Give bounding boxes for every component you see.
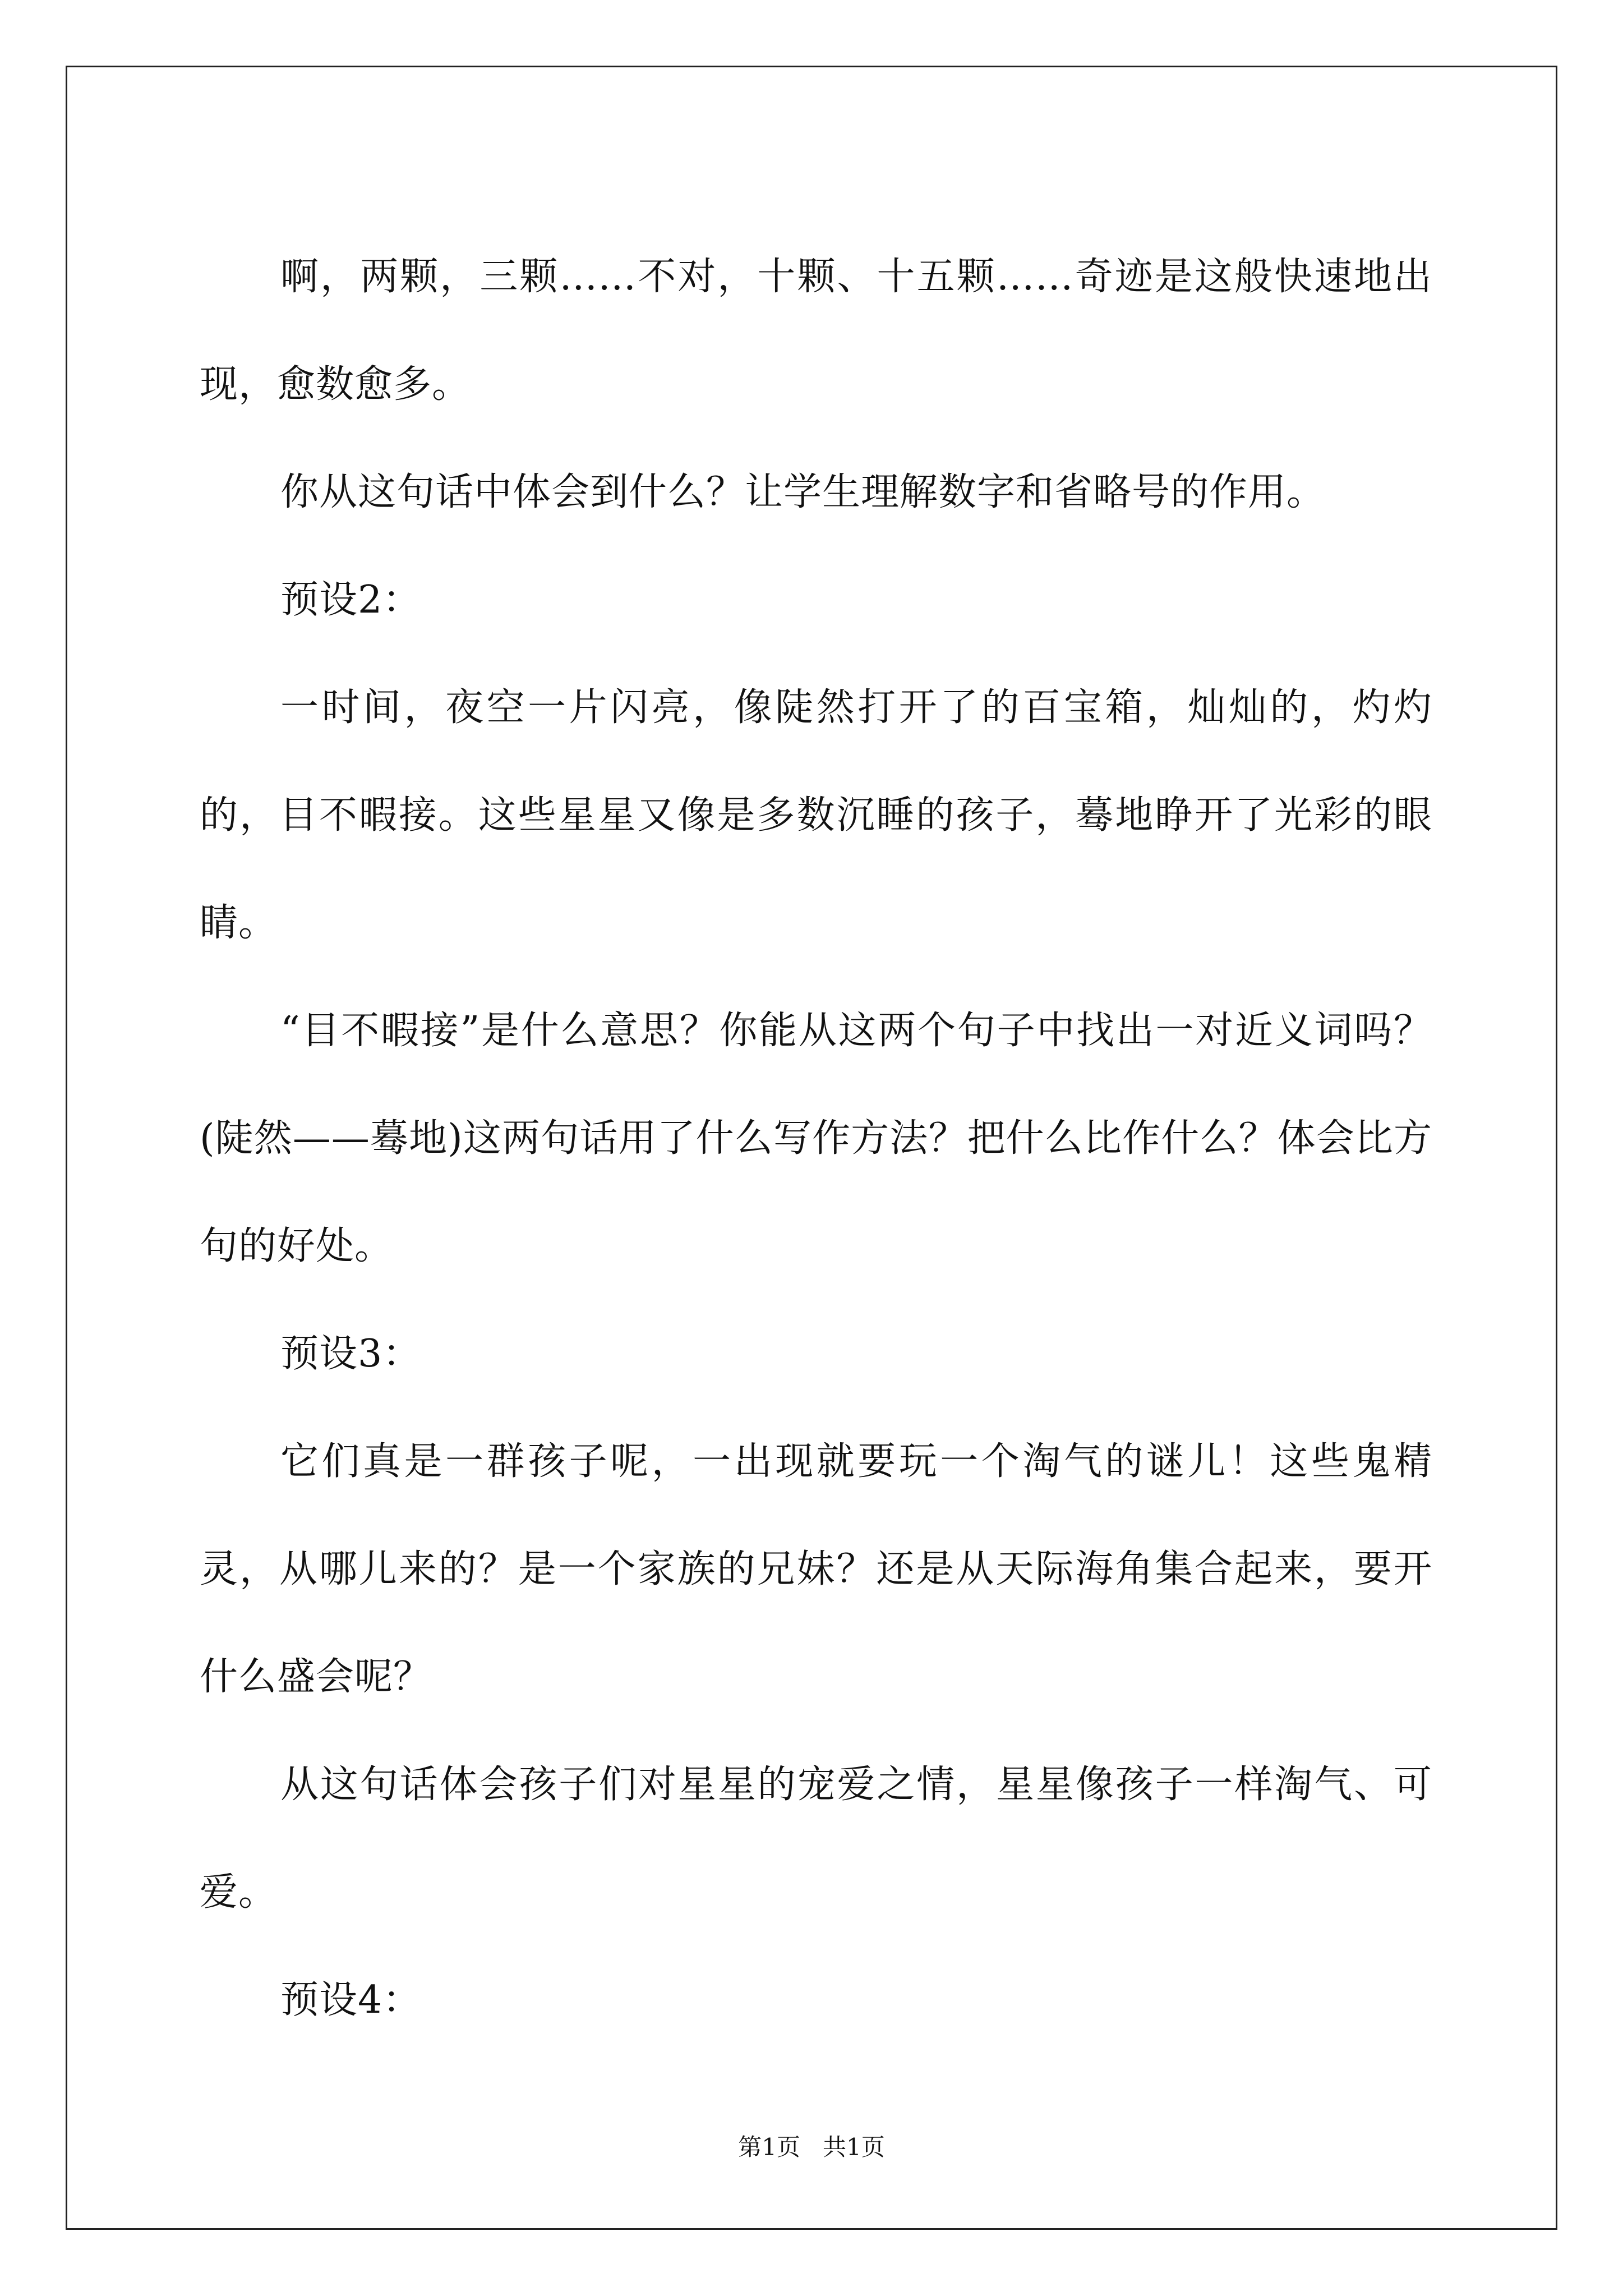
page-footer [0, 2131, 1623, 2164]
paragraph-8: 从这句话体会孩子们对星星的宠爱之情，星星像孩子一样淘气、可爱。 [200, 1763, 1432, 1915]
page-number: 第1页 [738, 2133, 800, 2161]
paragraph-2: 你从这句话中体会到什么？让学生理解数字和省略号的作用。 [280, 470, 1326, 514]
paragraph-1: 啊，两颗，三颗……不对，十颗、十五颗……奇迹是这般快速地出现，愈数愈多。 [200, 255, 1432, 407]
footer-spacer [800, 2133, 823, 2161]
paragraph-6: 预设3： [280, 1332, 422, 1376]
paragraph-3: 预设2： [280, 578, 422, 622]
paragraph-5: “目不暇接”是什么意思？你能从这两个句子中找出一对近义词吗？(陡然——蓦地)这两句话用了什么写作方法？把什么比作什么？体会比方句的好处。 [200, 1009, 1432, 1268]
page-total: 共1页 [823, 2133, 885, 2161]
paragraph-7: 它们真是一群孩子呢，一出现就要玩一个淘气的谜儿！这些鬼精灵，从哪儿来的？是一个家族的兄妹？还是从天际海角集合起来，要开什么盛会呢？ [200, 1439, 1432, 1699]
paragraph-4: 一时间，夜空一片闪亮，像陡然打开了的百宝箱，灿灿的，灼灼的，目不暇接。这些星星又像是多数沉睡的孩子，蓦地睁开了光彩的眼睛。 [200, 685, 1432, 945]
paragraph-9: 预设4： [280, 1978, 422, 2022]
document-body [200, 223, 1432, 2054]
